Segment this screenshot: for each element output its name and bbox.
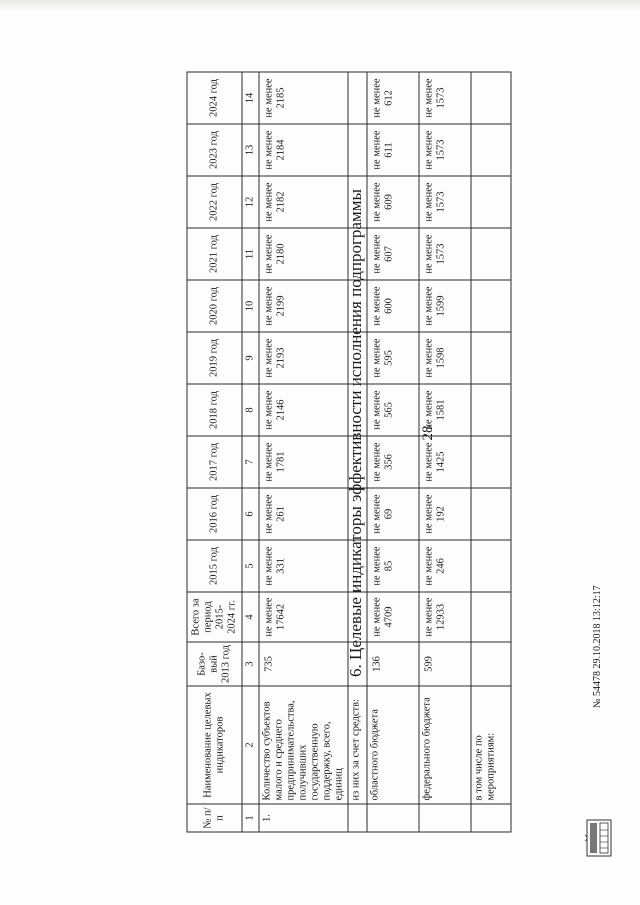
year-value: не менее 85 [367,540,419,592]
year-value: не менее 2185 [259,72,348,124]
table-row [419,72,471,832]
year-value [348,228,367,280]
year-value: не менее 600 [367,280,419,332]
row-number [419,804,471,832]
year-value [348,384,367,436]
year-value [471,228,511,280]
header-cell: 2020 год [187,280,242,332]
total-value: не менее 17642 [259,592,348,642]
year-value: не менее 1581 [419,384,471,436]
column-number-row [242,72,259,832]
column-number-cell: 4 [242,592,259,642]
registration-stamp: № 54478 29.10.2018 13:12:17 [592,585,603,708]
year-value: не менее 609 [367,176,419,228]
year-value [348,280,367,332]
column-number-cell: 11 [242,228,259,280]
header-cell: 2022 год [187,176,242,228]
scan-edge [0,0,640,10]
row-number [348,804,367,832]
year-value: не менее 1573 [419,176,471,228]
header-cell: Всего за период 2015-2024 гг. [187,592,242,642]
year-value: не менее 356 [367,436,419,488]
year-value [348,436,367,488]
year-value [348,124,367,176]
year-value [471,280,511,332]
column-number-cell: 10 [242,280,259,332]
base-value: 735 [259,642,348,686]
year-value: не менее 1573 [419,72,471,124]
indicator-name: федерального бюджета [419,686,471,804]
year-value [471,384,511,436]
total-value: не менее 12933 [419,592,471,642]
header-cell: Наименование целевых индикаторов [187,686,242,804]
year-value [471,176,511,228]
column-number-cell: 6 [242,488,259,540]
page-number: 28 [420,425,436,441]
year-value: не менее 1425 [419,436,471,488]
year-value: не менее 612 [367,72,419,124]
header-cell: 2024 год [187,72,242,124]
year-value: не менее 2146 [259,384,348,436]
total-value [471,592,511,642]
year-value: не менее 192 [419,488,471,540]
year-value [471,488,511,540]
year-value [348,332,367,384]
year-value: не менее 611 [367,124,419,176]
year-value: не менее 261 [259,488,348,540]
year-value [471,72,511,124]
year-value: не менее 1573 [419,228,471,280]
column-number-cell: 14 [242,72,259,124]
year-value: не менее 2184 [259,124,348,176]
year-value: не менее 69 [367,488,419,540]
column-number-cell: 5 [242,540,259,592]
section-title: 6. Целевые индикаторы эффективности исполнения подпрограммы [346,189,365,677]
row-number [471,804,511,832]
year-value [471,436,511,488]
indicators-table-wrap [187,73,497,833]
header-cell: 2023 год [187,124,242,176]
year-value [348,176,367,228]
header-row [187,72,242,832]
header-cell: 2019 год [187,332,242,384]
registry-seal-icon [585,818,613,858]
year-value: не менее 2182 [259,176,348,228]
indicator-name: в том числе по мероприятиям: [471,686,511,804]
column-number-cell: 12 [242,176,259,228]
column-number-cell: 7 [242,436,259,488]
table-row [471,72,511,832]
column-number-cell: 9 [242,332,259,384]
header-cell: Базо-вый 2013 год [187,642,242,686]
year-value [471,332,511,384]
table-row [348,72,367,832]
year-value [471,540,511,592]
header-cell: 2015 год [187,540,242,592]
base-value [471,642,511,686]
indicator-name: Количество субъектов малого и среднего предпринимательства, получивших государственную поддержку, всего, единиц [259,686,348,804]
column-number-cell: 13 [242,124,259,176]
header-cell: 2016 год [187,488,242,540]
year-value [348,488,367,540]
column-number-cell: 2 [242,686,259,804]
year-value: не менее 2193 [259,332,348,384]
row-number: 1. [259,804,348,832]
table-row [259,72,348,832]
year-value: не менее 331 [259,540,348,592]
total-value: не менее 4709 [367,592,419,642]
table-row [367,72,419,832]
year-value [348,540,367,592]
year-value: не менее 246 [419,540,471,592]
column-number-cell: 3 [242,642,259,686]
header-cell: 2021 год [187,228,242,280]
indicator-name: областного бюджета [367,686,419,804]
base-value [348,642,367,686]
year-value: не менее 565 [367,384,419,436]
year-value: не менее 1598 [419,332,471,384]
year-value [348,72,367,124]
year-value: не менее 2199 [259,280,348,332]
base-value: 599 [419,642,471,686]
base-value: 136 [367,642,419,686]
indicators-table [187,72,512,833]
year-value: не менее 1573 [419,124,471,176]
year-value: не менее 607 [367,228,419,280]
row-number [367,804,419,832]
header-cell: 2018 год [187,384,242,436]
year-value: не менее 1781 [259,436,348,488]
year-value: не менее 1599 [419,280,471,332]
year-value [471,124,511,176]
header-cell: 2017 год [187,436,242,488]
column-number-cell: 8 [242,384,259,436]
header-cell: № п/п [187,804,242,832]
column-number-cell: 1 [242,804,259,832]
total-value [348,592,367,642]
indicator-name: из них за счет средств: [348,686,367,804]
year-value: не менее 2180 [259,228,348,280]
year-value: не менее 595 [367,332,419,384]
